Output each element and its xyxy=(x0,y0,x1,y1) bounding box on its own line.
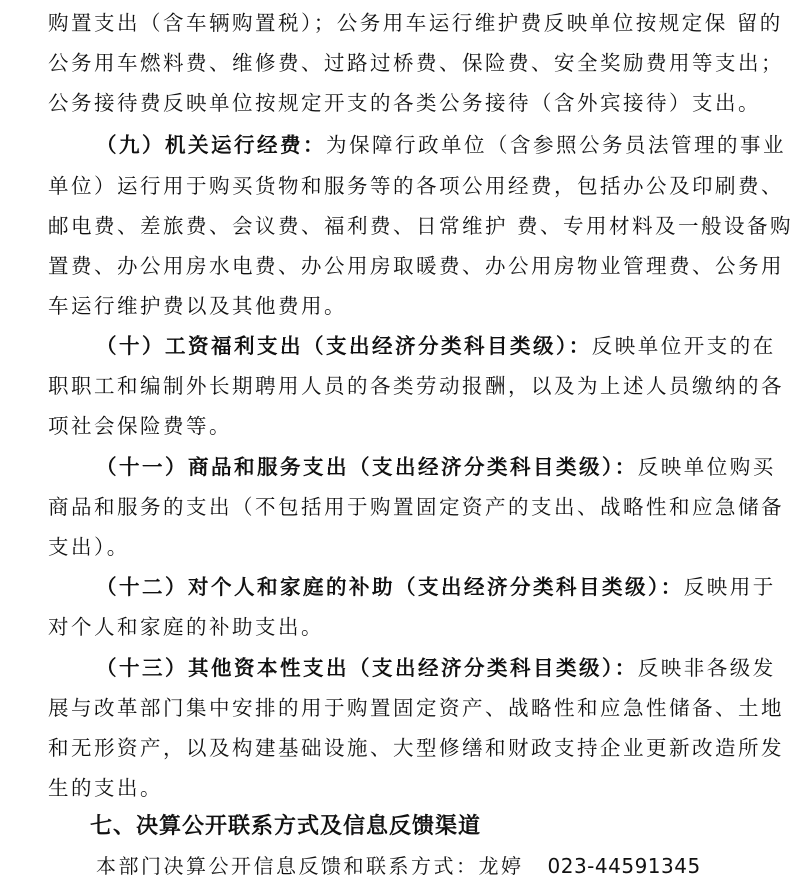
item-10-first-line xyxy=(96,326,776,366)
item-10-text: 反映单位开支的在 xyxy=(591,334,776,358)
paragraph-line: 车运行维护费以及其他费用。 xyxy=(48,294,347,318)
item-9-label: （九）机关运行经费： xyxy=(96,133,326,157)
contact-line xyxy=(96,849,701,884)
contact-phone: 023-44591345 xyxy=(547,854,701,878)
item-12-text: 反映用于 xyxy=(683,575,776,599)
item-9-first-line xyxy=(96,125,786,165)
item-11-label: （十一）商品和服务支出（支出经济分类科目类级）： xyxy=(96,455,638,479)
item-11-text: 反映单位购买 xyxy=(637,455,776,479)
item-13-text: 反映非各级发 xyxy=(637,656,776,680)
paragraph-line: 置费、办公用房水电费、办公用房取暖费、办公用房物业管理费、公务用 xyxy=(48,254,784,278)
paragraph-line: 支出）。 xyxy=(48,535,130,559)
paragraph-line: 项社会保险费等。 xyxy=(48,414,232,438)
paragraph-line: 对个人和家庭的补助支出。 xyxy=(48,615,324,639)
item-13-first-line xyxy=(96,648,776,688)
paragraph-line: 职职工和编制外长期聘用人员的各类劳动报酬，以及为上述人员缴纳的各 xyxy=(48,374,784,398)
item-12-first-line xyxy=(96,567,776,607)
paragraph-line: 单位）运行用于购买货物和服务等的各项公用经费，包括办公及印刷费、 xyxy=(48,174,784,198)
item-9-text: 为保障行政单位（含参照公务员法管理的事业 xyxy=(326,133,786,157)
paragraph-line: 购置支出（含车辆购置税）；公务用车运行维护费反映单位按规定保 留的 xyxy=(48,11,783,35)
paragraph-line: 商品和服务的支出（不包括用于购置固定资产的支出、战略性和应急储备 xyxy=(48,495,784,519)
item-10-label: （十）工资福利支出（支出经济分类科目类级）： xyxy=(96,334,592,358)
paragraph-line: 邮电费、差旅费、会议费、福利费、日常维护 费、专用材料及一般设备购 xyxy=(48,214,793,238)
paragraph-line: 公务用车燃料费、维修费、过路过桥费、保险费、安全奖励费用等支出； xyxy=(48,51,784,75)
item-11-first-line xyxy=(96,447,776,487)
paragraph-line: 和无形资产，以及构建基础设施、大型修缮和财政支持企业更新改造所发 xyxy=(48,736,784,760)
section-heading: 七、决算公开联系方式及信息反馈渠道 xyxy=(90,814,482,839)
paragraph-line: 公务接待费反映单位按规定开支的各类公务接待（含外宾接待）支出。 xyxy=(48,91,761,115)
item-12-label: （十二）对个人和家庭的补助（支出经济分类科目类级）： xyxy=(96,575,684,599)
item-13-label: （十三）其他资本性支出（支出经济分类科目类级）： xyxy=(96,656,638,680)
contact-text: 本部门决算公开信息反馈和联系方式：龙婷 xyxy=(96,854,524,878)
paragraph-line: 生的支出。 xyxy=(48,776,163,800)
paragraph-line: 展与改革部门集中安排的用于购置固定资产、战略性和应急性储备、土地 xyxy=(48,696,784,720)
